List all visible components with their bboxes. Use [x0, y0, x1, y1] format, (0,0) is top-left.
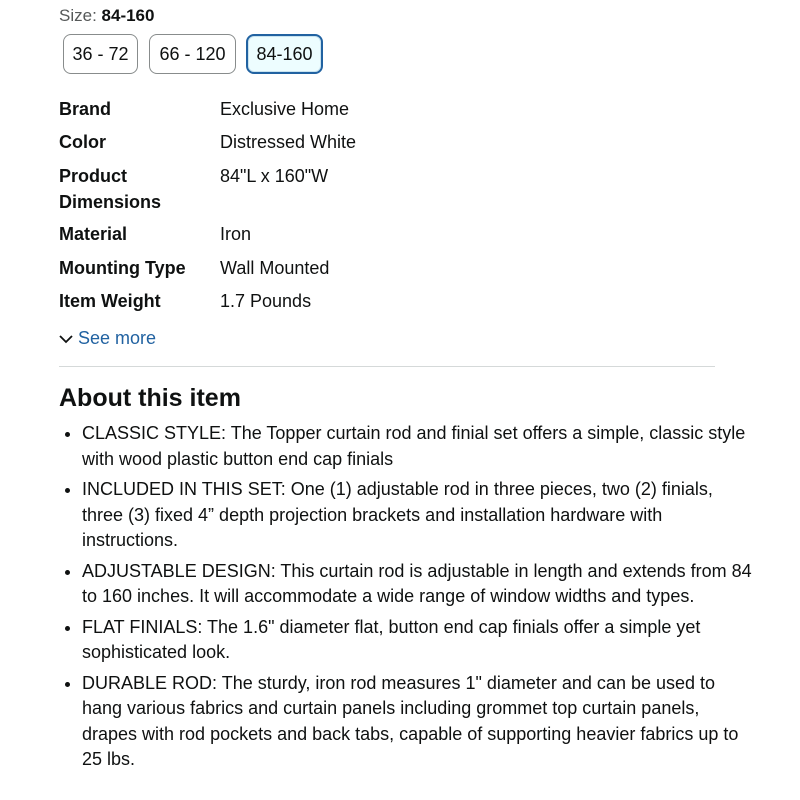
about-bullet: • CLASSIC STYLE: The Topper curtain rod and finial set offers a simple, classic style with wood plastic button end cap finials [82, 421, 752, 472]
see-more-link[interactable] [58, 328, 156, 349]
size-option-66-120[interactable]: 66 - 120 [149, 34, 236, 74]
size-label-text: Size: [59, 6, 97, 25]
about-bullet: • ADJUSTABLE DESIGN: This curtain rod is adjustable in length and extends from 84 to 160 inches. It will accommodate a wide range of window widths and types. [82, 559, 752, 610]
size-selected-value: 84-160 [101, 6, 155, 25]
about-bullet: • FLAT FINIALS: The 1.6" diameter flat, button end cap finials offer a simple yet sophisticated look. [82, 615, 752, 666]
about-bullet: • DURABLE ROD: The sturdy, iron rod measures 1" diameter and can be used to hang various fabrics and curtain panels including grommet top curtain panels, drapes with rod pockets and back tabs, capable of supporting heavier fabrics up to 25 lbs. [82, 671, 752, 773]
spec-key: Brand [59, 99, 112, 119]
spec-value: Wall Mounted [220, 258, 330, 278]
see-more-label: See more [78, 328, 157, 348]
spec-key: Material [59, 224, 128, 244]
size-option-84-160-selected[interactable]: 84-160 [246, 34, 323, 74]
chevron-down-icon [58, 333, 74, 345]
section-divider [59, 366, 715, 367]
spec-value: 84"L x 160"W [220, 166, 329, 186]
about-title: About this item [59, 384, 241, 412]
spec-value: Iron [220, 224, 252, 244]
spec-key: Product Dimensions [59, 166, 162, 212]
size-option-36-72[interactable]: 36 - 72 [63, 34, 138, 74]
spec-value: Exclusive Home [220, 99, 350, 119]
spec-value: Distressed White [220, 132, 357, 152]
about-bullet: • INCLUDED IN THIS SET: One (1) adjustable rod in three pieces, two (2) finials, three (3) fixed 4” depth projection brackets and installation hardware with instructions. [82, 477, 752, 554]
about-bullet-list [59, 421, 752, 778]
spec-key: Item Weight [59, 291, 161, 311]
size-label [59, 6, 154, 26]
spec-value: 1.7 Pounds [220, 291, 312, 311]
spec-key: Color [59, 132, 106, 152]
spec-key: Mounting Type [59, 258, 186, 278]
